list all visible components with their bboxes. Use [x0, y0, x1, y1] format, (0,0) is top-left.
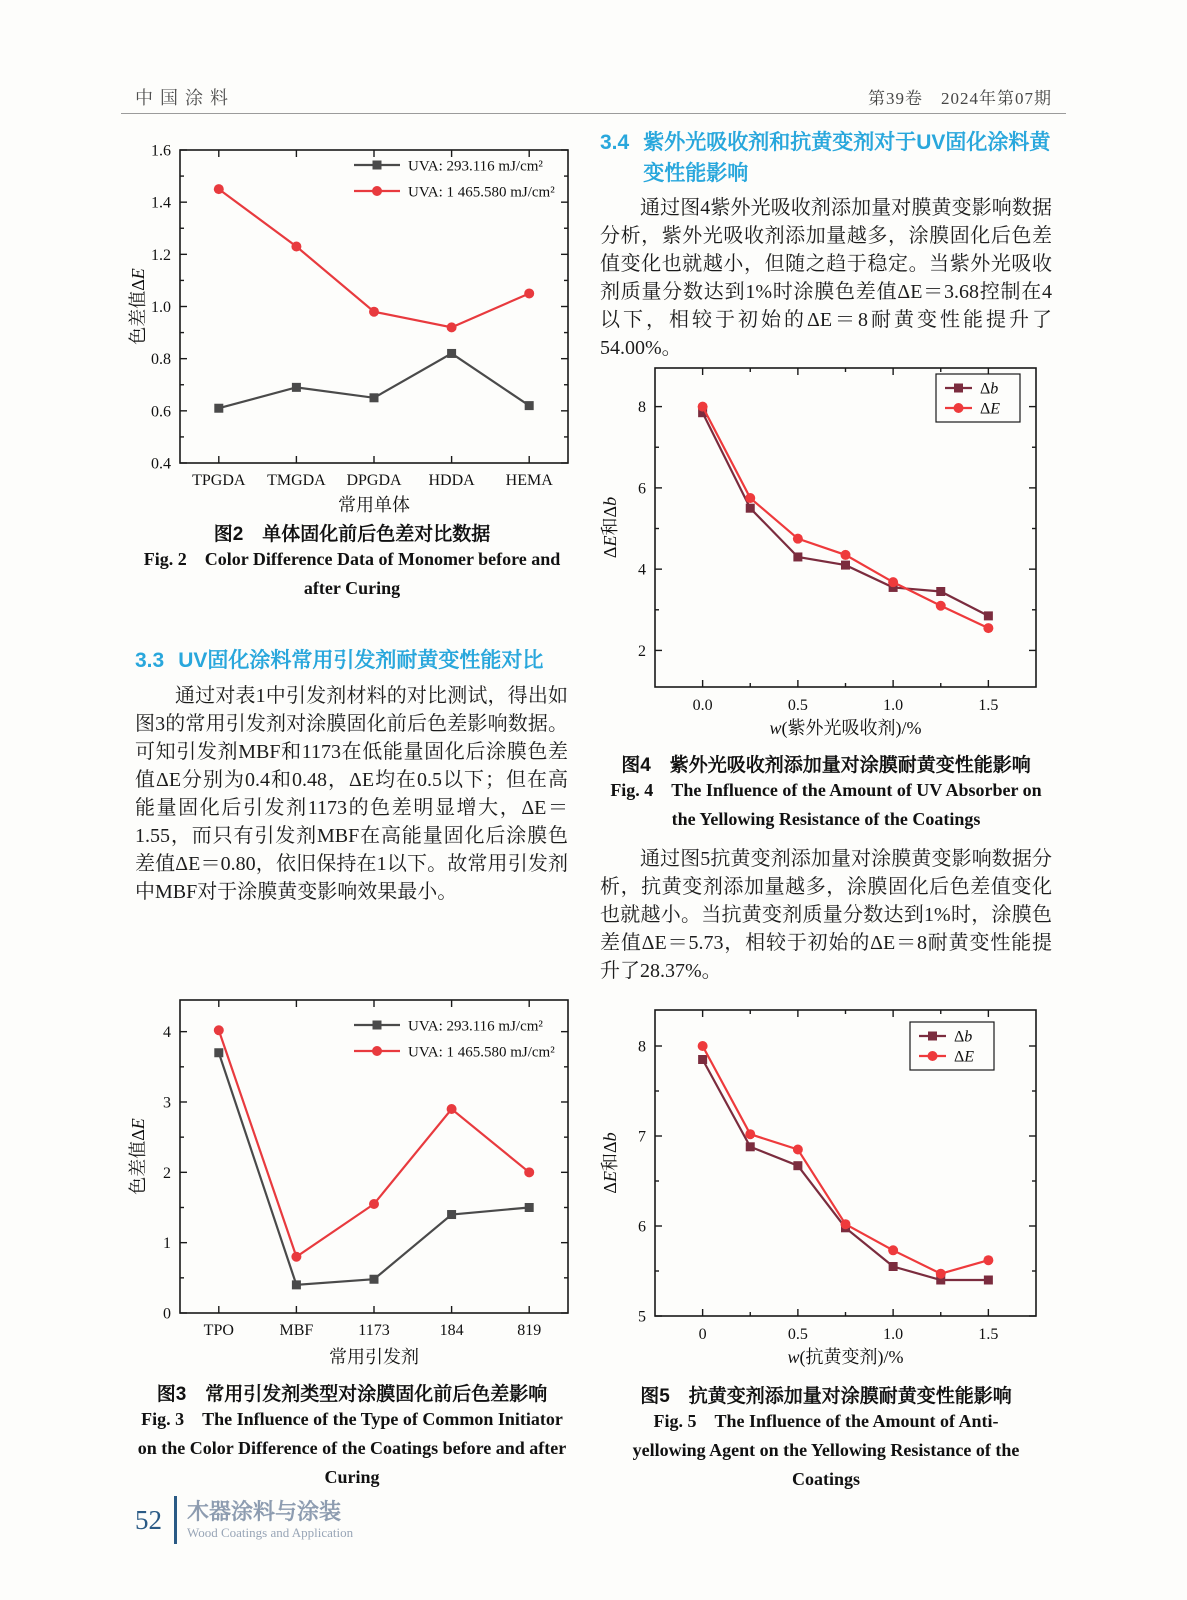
legend — [354, 1021, 400, 1057]
footer-journal-cn: 木器涂料与涂装 — [187, 1498, 342, 1524]
series-0 — [214, 1048, 533, 1289]
svg-text:常用单体: 常用单体 — [338, 495, 410, 515]
svg-text:UVA: 293.116 mJ/cm²: UVA: 293.116 mJ/cm² — [408, 158, 543, 175]
svg-text:0.6: 0.6 — [151, 403, 171, 421]
svg-text:0.0: 0.0 — [692, 697, 713, 714]
svg-text:4: 4 — [163, 1024, 171, 1042]
figure2-caption-cn: 图2 单体固化前后色差对比数据 — [213, 524, 491, 545]
figure5-line-chart — [598, 1000, 1058, 1392]
figure3-line-chart — [128, 973, 576, 1375]
legend — [910, 1022, 994, 1070]
svg-text:w(抗黄变剂)/%: w(抗黄变剂)/% — [787, 1347, 904, 1367]
header-rule — [121, 113, 1066, 114]
svg-text:0.5: 0.5 — [787, 1326, 808, 1343]
svg-text:TMGDA: TMGDA — [267, 472, 326, 489]
section-3-3-title: UV固化涂料常用引发剂耐黄变性能对比 — [178, 649, 544, 672]
figure2-line-chart — [128, 140, 576, 515]
section-3-3-number: 3.3 — [135, 649, 165, 672]
svg-text:7: 7 — [638, 1128, 646, 1146]
issue-info: 第39卷 2024年第07期 — [868, 89, 1052, 108]
journal-name-header: 中国涂料 — [135, 88, 235, 108]
svg-text:8: 8 — [638, 399, 646, 417]
svg-text:8: 8 — [638, 1038, 646, 1056]
svg-text:色差值ΔE: 色差值ΔE — [128, 1118, 148, 1195]
footer-divider-bar — [174, 1496, 177, 1544]
svg-text:2: 2 — [638, 642, 646, 660]
svg-text:UVA: 1 465.580 mJ/cm²: UVA: 1 465.580 mJ/cm² — [408, 184, 555, 201]
svg-text:1.5: 1.5 — [978, 697, 999, 714]
svg-text:w(紫外光吸收剂)/%: w(紫外光吸收剂)/% — [769, 718, 922, 738]
svg-text:UVA: 1 465.580 mJ/cm²: UVA: 1 465.580 mJ/cm² — [408, 1044, 555, 1061]
svg-text:1.0: 1.0 — [151, 299, 171, 316]
svg-text:6: 6 — [638, 1218, 646, 1236]
svg-text:色差值ΔE: 色差值ΔE — [128, 268, 148, 345]
footer-journal-en: Wood Coatings and Application — [187, 1524, 354, 1540]
section-3-4-number: 3.4 — [600, 131, 630, 154]
section-3-4-paragraph2: 通过图5抗黄变剂添加量对涂膜黄变影响数据分析，抗黄变剂添加量越多，涂膜固化后色差值变化也就越小。当抗黄变剂质量分数达到1%时，涂膜色差值ΔE＝5.73，相较于初始的ΔE＝8耐黄变性能提升了28.37%。 — [600, 848, 1052, 982]
series-0 — [698, 1055, 993, 1285]
page-number: 52 — [135, 1504, 162, 1535]
svg-text:2: 2 — [163, 1164, 171, 1182]
svg-text:0.4: 0.4 — [151, 455, 171, 473]
section-3-3-heading — [135, 645, 568, 676]
svg-text:1.0: 1.0 — [883, 697, 904, 714]
series-1 — [698, 402, 994, 633]
svg-text:1: 1 — [163, 1235, 171, 1253]
section-3-4-heading — [600, 127, 1052, 189]
svg-text:TPGDA: TPGDA — [192, 472, 246, 489]
series-1 — [698, 1041, 994, 1279]
svg-text:1.5: 1.5 — [978, 1326, 999, 1343]
svg-text:4: 4 — [638, 561, 646, 579]
legend — [354, 161, 400, 197]
svg-text:5: 5 — [638, 1308, 646, 1326]
svg-text:6: 6 — [638, 480, 646, 498]
series-1 — [214, 184, 534, 332]
figure5-caption-cn: 图5 抗黄变剂添加量对涂膜耐黄变性能影响 — [640, 1386, 1012, 1407]
figure3-caption-cn: 图3 常用引发剂类型对涂膜固化前后色差影响 — [156, 1384, 548, 1405]
svg-text:HEMA: HEMA — [505, 472, 553, 489]
svg-text:常用引发剂: 常用引发剂 — [329, 1347, 419, 1367]
svg-text:HDDA: HDDA — [428, 472, 475, 489]
svg-text:0.5: 0.5 — [787, 697, 808, 714]
svg-text:MBF: MBF — [279, 1322, 314, 1339]
figure4-line-chart — [598, 360, 1058, 740]
section-3-4-paragraph1: 通过图4紫外光吸收剂添加量对膜黄变影响数据分析，紫外光吸收剂添加量越多，涂膜固化后色差值变化也就越小，但随之趋于稳定。当紫外光吸收剂质量分数达到1%时涂膜色差值ΔE＝3.68控制在4以下，相较于初始的ΔE＝8耐黄变性能提升了54.00%。 — [600, 197, 1052, 359]
series-0 — [698, 408, 993, 620]
figure2-caption-en: Fig. 2 Color Difference Data of Monomer before and after Curing — [143, 549, 561, 598]
figure4-caption-en: Fig. 4 The Influence of the Amount of UV Absorber on the Yellowing Resistance of the Coatings — [610, 780, 1042, 829]
series-1 — [214, 1025, 534, 1261]
figure5-caption-en: Fig. 5 The Influence of the Amount of Anti-yellowing Agent on the Yellowing Resistance of the Coatings — [632, 1411, 1020, 1489]
svg-text:0: 0 — [698, 1326, 707, 1343]
svg-text:ΔE: ΔE — [954, 1048, 975, 1066]
svg-text:UVA: 293.116 mJ/cm²: UVA: 293.116 mJ/cm² — [408, 1018, 543, 1035]
series-0 — [214, 349, 533, 413]
svg-text:184: 184 — [439, 1322, 464, 1339]
svg-text:Δb: Δb — [954, 1028, 973, 1046]
svg-text:0.8: 0.8 — [151, 351, 171, 369]
figure4-caption-cn: 图4 紫外光吸收剂添加量对涂膜耐黄变性能影响 — [621, 755, 1031, 776]
svg-text:3: 3 — [163, 1094, 171, 1112]
svg-text:ΔE和Δb: ΔE和Δb — [600, 496, 620, 559]
svg-text:1173: 1173 — [358, 1322, 390, 1339]
section-3-4-title: 紫外光吸收剂和抗黄变剂对于UV固化涂料黄变性能影响 — [643, 131, 1051, 185]
svg-text:1.2: 1.2 — [151, 246, 171, 264]
svg-text:ΔE和Δb: ΔE和Δb — [600, 1132, 620, 1194]
svg-text:TPO: TPO — [203, 1322, 234, 1339]
page-footer — [135, 1496, 353, 1544]
svg-text:1.0: 1.0 — [883, 1326, 904, 1343]
figure3-caption-en: Fig. 3 The Influence of the Type of Common Initiator on the Color Difference of the Coatings before and after Curing — [137, 1409, 567, 1487]
section-3-3-paragraph: 通过对表1中引发剂材料的对比测试，得出如图3的常用引发剂对涂膜固化前后色差影响数据。可知引发剂MBF和1173在低能量固化后涂膜色差值ΔE分别为0.4和0.48，ΔE均在0.5以下；但在高能量固化后引发剂1173的色差明显增大，ΔE＝1.55，而只有引发剂MBF在高能量固化后涂膜色差值ΔE＝0.80，依旧保持在1以下。故常用引发剂中MBF对于涂膜黄变影响效果最小。 — [135, 685, 568, 903]
legend — [936, 374, 1020, 422]
svg-text:1.6: 1.6 — [151, 142, 171, 160]
svg-text:DPGDA: DPGDA — [346, 472, 402, 489]
svg-text:0: 0 — [163, 1305, 171, 1323]
svg-text:Δb: Δb — [980, 380, 999, 398]
footer-journal-block — [187, 1500, 353, 1541]
svg-text:819: 819 — [517, 1322, 542, 1339]
svg-text:ΔE: ΔE — [980, 400, 1001, 418]
svg-text:1.4: 1.4 — [151, 194, 171, 212]
